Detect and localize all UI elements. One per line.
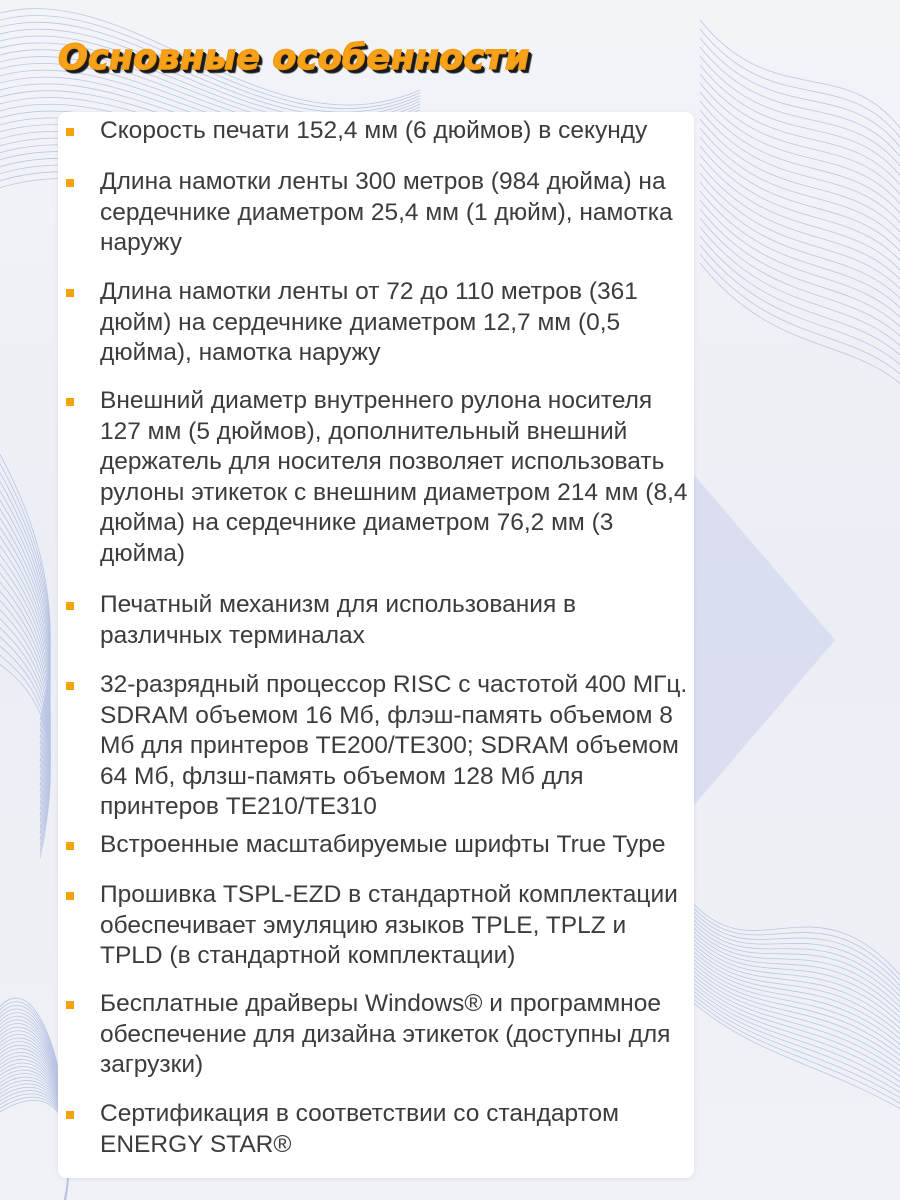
bullet-square-icon xyxy=(66,1111,74,1119)
feature-text: Скорость печати 152,4 мм (6 дюймов) в секунду xyxy=(100,117,648,144)
page-title: Основные особенности xyxy=(58,38,530,78)
bullet-square-icon xyxy=(66,398,74,406)
bullet-square-icon xyxy=(66,128,74,136)
feature-text: Прошивка TSPL-EZD в стандартной комплектации обеспечивает эмуляцию языков TPLE, TPLZ и TPLD (в стандартной комплектации) xyxy=(100,881,678,970)
bullet-square-icon xyxy=(66,289,74,297)
feature-text: Сертификация в соответствии со стандартом ENERGY STAR® xyxy=(100,1100,620,1158)
bullet-square-icon xyxy=(66,682,74,690)
feature-text: 32-разрядный процессор RISC с частотой 400 МГц. SDRAM объемом 16 Мб, флэш-память объемом 8 Мб для принтеров TE200/TE300; SDRAM объемом 64 Мб, флзш-память объемом 128 Мб для принтеров TE210/TE310 xyxy=(100,671,688,821)
feature-text: Внешний диаметр внутреннего рулона носителя 127 мм (5 дюймов), дополнительный внешний держатель для носителя позволяет использовать рулоны этикеток с внешним диаметром 214 мм (8,4 дюйма) на сердечнике диаметром 76,2 мм (3 дюйма) xyxy=(100,387,688,567)
bullet-square-icon xyxy=(66,842,74,850)
bullet-square-icon xyxy=(66,179,74,187)
feature-text: Печатный механизм для использования в различных терминалах xyxy=(100,591,577,649)
feature-text: Длина намотки ленты от 72 до 110 метров (361 дюйм) на сердечнике диаметром 12,7 мм (0,5 дюйма), намотка наружу xyxy=(100,278,638,367)
features-card xyxy=(58,112,694,1178)
feature-text: Бесплатные драйверы Windows® и программное обеспечение для дизайна этикеток (доступны для загрузки) xyxy=(100,990,671,1079)
feature-text: Длина намотки ленты 300 метров (984 дюйма) на сердечнике диаметром 25,4 мм (1 дюйм), намотка наружу xyxy=(100,168,673,257)
bullet-square-icon xyxy=(66,602,74,610)
bullet-square-icon xyxy=(66,1001,74,1009)
feature-text: Встроенные масштабируемые шрифты True Type xyxy=(100,831,666,858)
bullet-square-icon xyxy=(66,892,74,900)
